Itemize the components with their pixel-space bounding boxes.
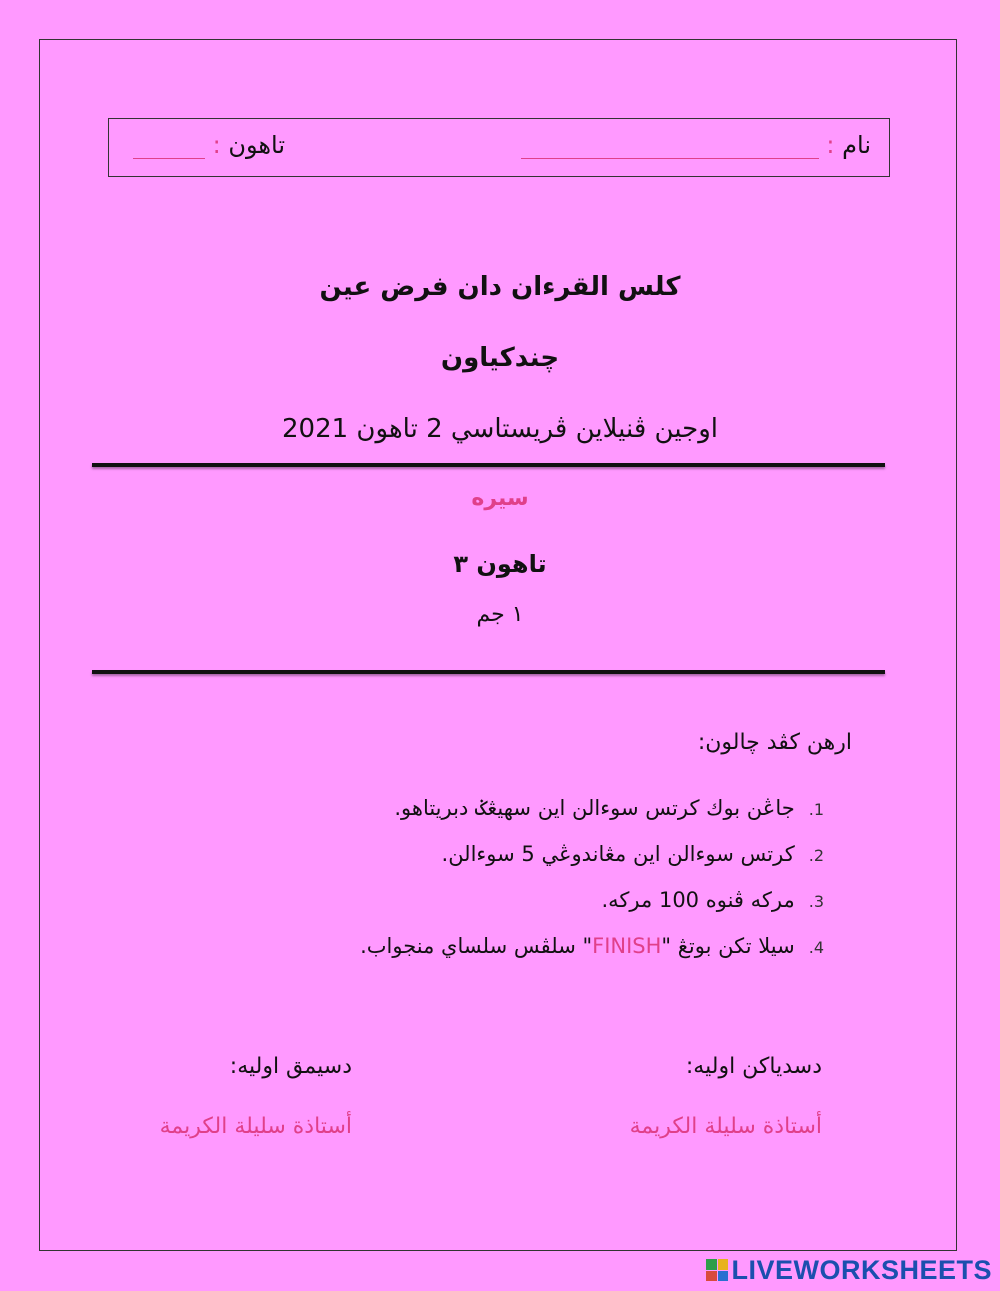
- instruction-text: كرتس سوءالن اين مڠاندوڠي 5 سوءالن.: [441, 842, 795, 866]
- top-divider: [92, 463, 885, 467]
- name-input-line[interactable]: [521, 134, 819, 159]
- brand-wordmark: LIVEWORKSHEETS: [731, 1254, 992, 1285]
- instructions-heading: ارهن كڤد چالون:: [697, 730, 852, 755]
- name-label: نام: [842, 131, 871, 159]
- prepared-by-name: أستاذة سليلة الكريمة: [629, 1114, 822, 1139]
- date-input-line[interactable]: [133, 134, 205, 159]
- liveworksheets-logo-icon: [706, 1259, 728, 1281]
- instruction-text: مركه ڤنوه 100 مركه.: [601, 888, 795, 912]
- subject-label: سيره: [471, 486, 529, 511]
- school-title: چندكياون: [440, 343, 560, 373]
- name-colon: :: [826, 131, 835, 159]
- instruction-text-before: سيلا تكن بوتڠ ": [661, 934, 795, 958]
- instruction-number: 1.: [808, 800, 824, 819]
- instruction-item: [360, 882, 824, 928]
- date-field: [133, 131, 285, 159]
- date-label: تاهون: [228, 131, 285, 159]
- bottom-divider: [92, 670, 885, 674]
- grade-label: تاهون ٣: [453, 550, 547, 578]
- prepared-by-label: دسدياكن اوليه:: [685, 1054, 822, 1079]
- instruction-text-after: " سلڤس سلساي منجواب.: [360, 934, 593, 958]
- instruction-number: 2.: [808, 846, 824, 865]
- duration-label: ١ جم: [476, 602, 524, 627]
- instruction-item: [360, 928, 824, 974]
- finish-keyword: FINISH: [592, 934, 662, 958]
- student-info-box: [108, 118, 890, 177]
- instruction-item: [360, 790, 824, 836]
- checked-by-label: دسيمق اوليه:: [229, 1054, 352, 1079]
- instruction-text: جاڠن بوك كرتس سوءالن اين سهيڠݢ دبريتاهو.: [394, 796, 795, 820]
- class-title: كلس القرءان دان فرض عين: [319, 272, 681, 302]
- instruction-number: 4.: [808, 938, 824, 957]
- instruction-number: 3.: [808, 892, 824, 911]
- date-colon: :: [212, 131, 221, 159]
- exam-title: اوجين ڤنيلاين ڤريستاسي 2 تاهون 2021: [281, 414, 719, 444]
- liveworksheets-logo[interactable]: [706, 1254, 992, 1286]
- checked-by-name: أستاذة سليلة الكريمة: [159, 1114, 352, 1139]
- instruction-item: [360, 836, 824, 882]
- instructions-list: [360, 790, 824, 974]
- name-field: [521, 131, 871, 159]
